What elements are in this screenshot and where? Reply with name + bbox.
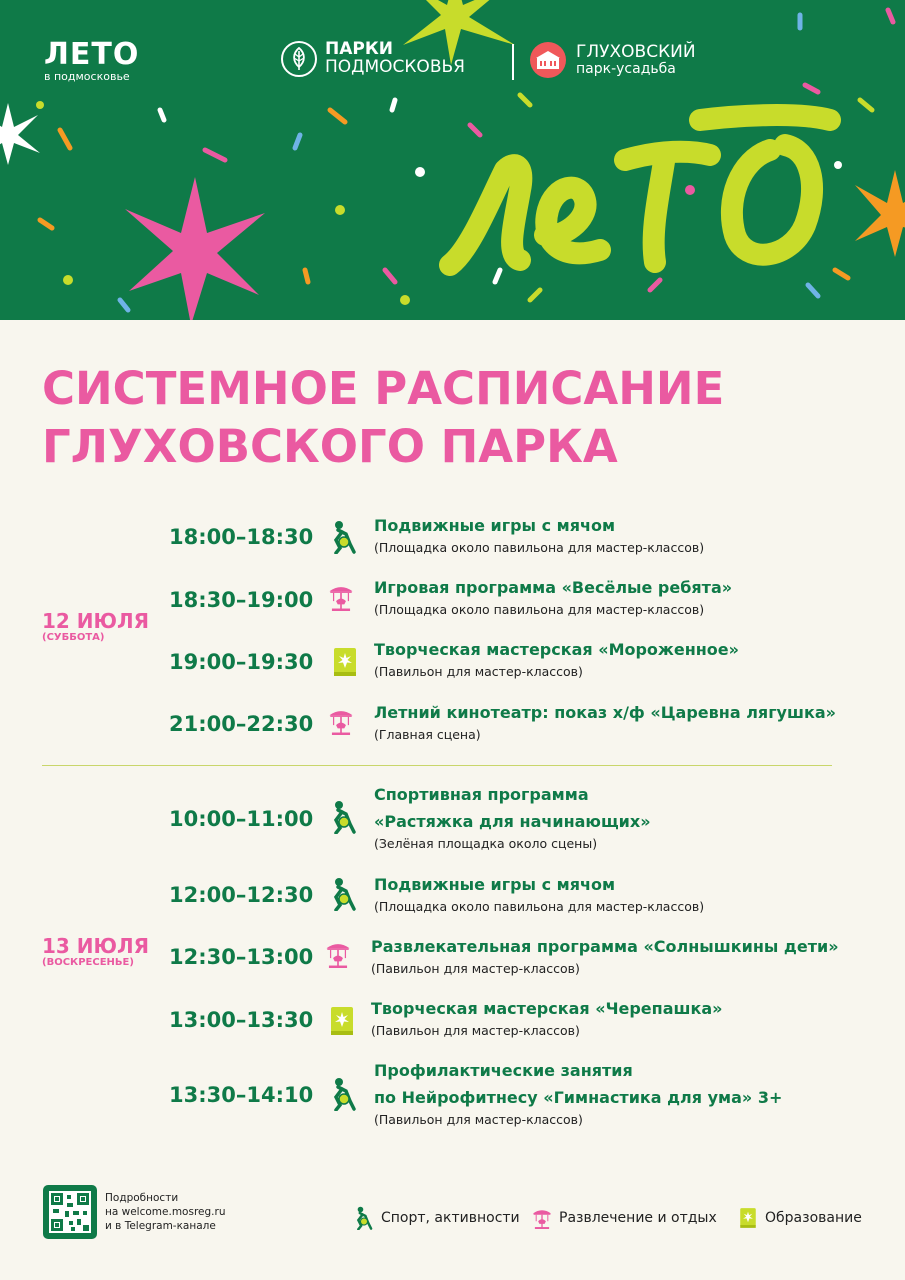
qr-code-icon[interactable] bbox=[43, 1185, 97, 1239]
event-time: 13:00–13:30 bbox=[169, 1008, 314, 1032]
book-icon bbox=[328, 1004, 356, 1038]
parks-logo-line1: ПАРКИ bbox=[325, 39, 393, 59]
event-place: (Площадка около павильона для мастер-классов) bbox=[374, 602, 705, 617]
event-name-line1: Профилактические занятия bbox=[374, 1061, 633, 1080]
event-place: (Павильон для мастер-классов) bbox=[374, 664, 583, 679]
event-time: 10:00–11:00 bbox=[169, 807, 314, 831]
page-title-line2: ГЛУХОВСКОГО ПАРКА bbox=[42, 420, 618, 473]
event-name-line2: по Нейрофитнесу «Гимнастика для ума» 3+ bbox=[374, 1088, 783, 1107]
glukhovsky-logo-line2: парк-усадьба bbox=[576, 60, 676, 77]
sport-icon bbox=[330, 1077, 358, 1111]
glukhovsky-logo-line1: ГЛУХОВСКИЙ bbox=[576, 41, 696, 62]
leto-logo bbox=[44, 37, 140, 83]
day-label-13 bbox=[42, 935, 149, 969]
glukhovsky-logo bbox=[530, 42, 696, 78]
day-weekday: (ВОСКРЕСЕНЬЕ) bbox=[42, 957, 134, 968]
day-date: 12 ИЮЛЯ bbox=[42, 609, 150, 633]
event-details bbox=[371, 933, 839, 978]
white-star-decoration bbox=[0, 103, 40, 165]
event-time: 18:00–18:30 bbox=[169, 525, 314, 549]
event-place: (Павильон для мастер-классов) bbox=[371, 961, 580, 976]
sport-icon bbox=[353, 1206, 375, 1230]
carousel-icon bbox=[531, 1206, 553, 1230]
legend-label: Образование bbox=[765, 1210, 862, 1226]
book-icon bbox=[737, 1206, 759, 1230]
event-details bbox=[374, 699, 836, 744]
footer-info-line1: Подробности bbox=[105, 1192, 179, 1204]
carousel-icon bbox=[324, 937, 352, 971]
event-time: 13:30–14:10 bbox=[169, 1083, 314, 1107]
leto-script-lettering bbox=[450, 115, 830, 265]
event-time: 12:00–12:30 bbox=[169, 883, 314, 907]
legend-label: Развлечение и отдых bbox=[559, 1210, 717, 1226]
event-details bbox=[374, 574, 732, 619]
legend-label: Спорт, активности bbox=[381, 1210, 520, 1226]
event-place: (Площадка около павильона для мастер-классов) bbox=[374, 899, 705, 914]
event-details bbox=[371, 995, 722, 1040]
event-details bbox=[374, 781, 651, 853]
legend-edu bbox=[737, 1206, 862, 1230]
day-label-12 bbox=[42, 610, 149, 644]
event-time: 21:00–22:30 bbox=[169, 712, 314, 736]
day-divider bbox=[42, 765, 832, 766]
day-date: 13 ИЮЛЯ bbox=[42, 934, 150, 958]
parks-logo-line2: ПОДМОСКОВЬЯ bbox=[325, 57, 465, 77]
book-icon bbox=[331, 645, 359, 679]
event-time: 18:30–19:00 bbox=[169, 588, 314, 612]
logo-divider bbox=[512, 44, 514, 80]
event-name-line1: Спортивная программа bbox=[374, 785, 589, 804]
legend-sport bbox=[353, 1206, 520, 1230]
legend-fun bbox=[531, 1206, 717, 1230]
carousel-icon bbox=[327, 580, 355, 614]
footer-info-line3: и в Telegram-канале bbox=[105, 1220, 216, 1232]
event-details bbox=[374, 512, 704, 557]
pink-star-decoration bbox=[125, 177, 265, 320]
leto-logo-title: ЛЕТО bbox=[44, 37, 140, 72]
event-place: (Зелёная площадка около сцены) bbox=[374, 836, 598, 851]
sport-icon bbox=[330, 877, 358, 911]
manor-icon bbox=[530, 42, 566, 78]
event-place: (Павильон для мастер-классов) bbox=[374, 1112, 583, 1127]
event-details bbox=[374, 636, 739, 681]
sport-icon bbox=[330, 800, 358, 834]
event-time: 19:00–19:30 bbox=[169, 650, 314, 674]
event-time: 12:30–13:00 bbox=[169, 945, 314, 969]
event-details bbox=[374, 871, 704, 916]
event-name: Творческая мастерская «Мороженное» bbox=[374, 640, 739, 659]
orange-star-decoration bbox=[855, 170, 905, 257]
event-name: Подвижные игры с мячом bbox=[374, 516, 616, 535]
event-name-line2: «Растяжка для начинающих» bbox=[374, 812, 651, 831]
carousel-icon bbox=[327, 704, 355, 738]
event-place: (Павильон для мастер-классов) bbox=[371, 1023, 580, 1038]
event-place: (Главная сцена) bbox=[374, 727, 481, 742]
event-name: Летний кинотеатр: показ х/ф «Царевна лягушка» bbox=[374, 703, 836, 722]
sport-icon bbox=[330, 520, 358, 554]
leto-logo-subtitle: в подмосковье bbox=[44, 70, 130, 83]
event-name: Развлекательная программа «Солнышкины дети» bbox=[371, 937, 839, 956]
header-banner bbox=[0, 0, 905, 320]
event-place: (Площадка около павильона для мастер-классов) bbox=[374, 540, 705, 555]
day-weekday: (СУББОТА) bbox=[42, 632, 105, 643]
page-title-line1: СИСТЕМНОЕ РАСПИСАНИЕ bbox=[42, 362, 725, 415]
event-name: Творческая мастерская «Черепашка» bbox=[371, 999, 723, 1018]
parks-logo bbox=[281, 40, 465, 77]
footer-info-line2[interactable]: на welcome.mosreg.ru bbox=[105, 1206, 226, 1218]
footer-info bbox=[105, 1191, 225, 1233]
event-name: Подвижные игры с мячом bbox=[374, 875, 616, 894]
event-details bbox=[374, 1057, 782, 1129]
page-title bbox=[42, 360, 862, 476]
event-name: Игровая программа «Весёлые ребята» bbox=[374, 578, 733, 597]
leaf-icon bbox=[281, 41, 317, 77]
